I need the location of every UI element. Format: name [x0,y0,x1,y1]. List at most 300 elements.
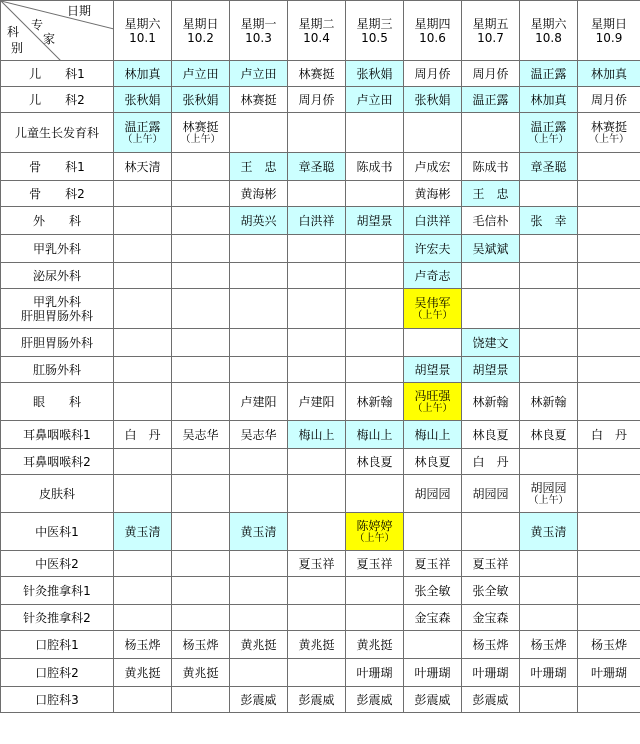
schedule-cell [520,263,578,289]
department-cell [1,289,114,329]
department-cell [1,113,114,153]
schedule-cell [346,153,404,181]
doctor-name: 张全敏 [414,583,451,598]
day-date: 10.7 [477,30,504,45]
day-header-cell [346,1,404,61]
doctor-name: 毛信朴 [472,213,509,228]
schedule-cell [404,289,462,329]
doctor-name: 许宏夫 [414,241,451,256]
schedule-cell [288,383,346,421]
table-row [1,687,640,713]
table-row [1,113,640,153]
schedule-cell [578,631,640,659]
doctor-name: 温正露 [472,92,509,107]
schedule-cell [172,577,230,605]
doctor-name: 张全敏 [472,583,509,598]
schedule-body [1,61,640,713]
schedule-cell [114,631,172,659]
schedule-cell [114,113,172,153]
schedule-cell [288,113,346,153]
schedule-cell [114,449,172,475]
department-name: 外 科 [32,213,81,228]
schedule-cell [230,475,288,513]
schedule-cell [520,329,578,357]
doctor-name: 吴志华 [240,427,277,442]
schedule-cell [462,551,520,577]
schedule-cell [346,357,404,383]
table-row [1,551,640,577]
doctor-name: 叶珊瑚 [590,665,627,680]
schedule-cell [462,475,520,513]
session-note: （上午） [412,402,453,414]
doctor-name: 陈婷婷 [356,518,393,533]
day-header-cell [404,1,462,61]
department-name: 肛肠外科 [32,362,81,377]
schedule-cell [114,357,172,383]
schedule-cell [520,605,578,631]
schedule-cell [172,383,230,421]
doctor-name: 杨玉烨 [590,637,627,652]
schedule-cell [404,551,462,577]
schedule-cell [230,659,288,687]
schedule-cell [230,631,288,659]
department-name: 骨 科2 [29,186,85,201]
schedule-cell [114,551,172,577]
schedule-cell [172,181,230,207]
schedule-cell [462,513,520,551]
doctor-name: 彭震威 [472,692,509,707]
schedule-cell [114,181,172,207]
session-note: （上午） [180,133,221,145]
doctor-name: 杨玉烨 [182,637,219,652]
schedule-cell [578,61,640,87]
schedule-cell [462,113,520,153]
schedule-cell [172,475,230,513]
department-cell [1,207,114,235]
doctor-name: 彭震威 [240,692,277,707]
schedule-cell [404,659,462,687]
doctor-name: 白 丹 [124,427,161,442]
schedule-cell [288,263,346,289]
department-name: 儿 科2 [29,92,85,107]
doctor-name: 卢建阳 [240,394,277,409]
doctor-name: 陈成书 [356,159,393,174]
doctor-name: 张 幸 [530,213,567,228]
schedule-cell [114,605,172,631]
doctor-name: 林赛挺 [298,66,335,81]
schedule-cell [172,551,230,577]
doctor-name: 卢立田 [182,66,219,81]
doctor-name: 吴伟军 [414,295,451,310]
doctor-name: 林加真 [530,92,567,107]
schedule-cell [520,449,578,475]
table-row [1,289,640,329]
schedule-cell [578,329,640,357]
doctor-name: 林新翰 [472,394,509,409]
schedule-cell [404,513,462,551]
doctor-name: 夏玉祥 [472,556,509,571]
department-name: 肝胆胃肠外科 [20,335,93,350]
department-cell [1,61,114,87]
schedule-cell [230,513,288,551]
doctor-name: 杨玉烨 [530,637,567,652]
doctor-name: 黄玉清 [530,524,567,539]
department-name: 皮肤科 [38,486,75,501]
schedule-cell [288,475,346,513]
doctor-name: 周月侨 [298,92,335,107]
department-cell [1,605,114,631]
doctor-name: 卢成宏 [414,159,451,174]
department-name: 耳鼻咽喉科1 [23,427,91,442]
schedule-cell [230,153,288,181]
schedule-cell [404,153,462,181]
department-cell [1,153,114,181]
doctor-name: 叶珊瑚 [472,665,509,680]
schedule-cell [462,357,520,383]
schedule-cell [230,87,288,113]
table-row [1,383,640,421]
schedule-cell [404,577,462,605]
doctor-name: 白洪祥 [298,213,335,228]
doctor-name: 彭震威 [356,692,393,707]
schedule-cell [520,289,578,329]
schedule-cell [346,289,404,329]
table-row [1,235,640,263]
doctor-name: 胡园园 [414,486,451,501]
day-weekday: 星期日 [590,16,627,31]
department-name: 耳鼻咽喉科2 [23,454,91,469]
corner-date-label: 日期 [67,4,92,18]
schedule-cell [462,631,520,659]
schedule-cell [288,181,346,207]
schedule-cell [520,513,578,551]
day-weekday: 星期三 [356,16,393,31]
day-date: 10.9 [595,30,623,45]
schedule-cell [346,181,404,207]
schedule-cell [404,631,462,659]
day-date: 10.3 [245,30,272,45]
schedule-cell [114,659,172,687]
schedule-cell [520,153,578,181]
department-name: 儿童生长发育科 [14,125,99,140]
doctor-name: 黄玉清 [124,524,161,539]
schedule-cell [288,449,346,475]
schedule-cell [288,577,346,605]
corner-dept-label-2: 别 [11,41,24,55]
department-name: 针灸推拿科1 [23,583,91,598]
schedule-cell [230,687,288,713]
schedule-cell [172,605,230,631]
schedule-cell [288,61,346,87]
doctor-name: 林赛挺 [182,119,219,134]
table-row [1,181,640,207]
schedule-cell [462,289,520,329]
doctor-name: 金宝森 [414,610,451,625]
department-name: 中医科1 [35,524,79,539]
schedule-cell [404,181,462,207]
doctor-name: 白 丹 [472,454,509,469]
doctor-name: 卢立田 [356,92,393,107]
schedule-cell [462,577,520,605]
department-name: 口腔科3 [35,692,79,707]
doctor-name: 黄玉清 [240,524,277,539]
doctor-name: 周月侨 [590,92,627,107]
schedule-cell [578,235,640,263]
schedule-cell [114,475,172,513]
schedule-cell [346,513,404,551]
table-row [1,475,640,513]
doctor-name: 叶珊瑚 [414,665,451,680]
schedule-cell [172,659,230,687]
schedule-cell [172,357,230,383]
schedule-cell [462,383,520,421]
doctor-name: 杨玉烨 [472,637,509,652]
table-row [1,153,640,181]
schedule-cell [462,181,520,207]
doctor-name: 卢建阳 [298,394,335,409]
schedule-cell [288,329,346,357]
schedule-cell [404,383,462,421]
schedule-cell [114,513,172,551]
department-cell [1,421,114,449]
schedule-cell [230,207,288,235]
department-cell [1,383,114,421]
doctor-name: 林天清 [124,159,161,174]
schedule-cell [230,329,288,357]
doctor-name: 周月侨 [414,66,451,81]
schedule-cell [288,153,346,181]
day-date: 10.2 [187,30,214,45]
schedule-cell [462,449,520,475]
doctor-name: 黄海彬 [414,186,451,201]
schedule-cell [346,687,404,713]
department-name: 中医科2 [35,556,79,571]
schedule-cell [346,329,404,357]
schedule-cell [288,207,346,235]
department-name: 骨 科1 [29,159,85,174]
table-row [1,87,640,113]
corner-header-cell [1,1,114,61]
schedule-cell [288,687,346,713]
schedule-cell [172,631,230,659]
schedule-cell [288,357,346,383]
schedule-cell [520,687,578,713]
schedule-cell [346,113,404,153]
department-name: 针灸推拿科2 [23,610,91,625]
schedule-cell [288,87,346,113]
day-date: 10.4 [303,30,330,45]
doctor-name: 王 忠 [472,186,509,201]
schedule-cell [230,289,288,329]
day-weekday: 星期四 [414,16,451,31]
doctor-name: 黄兆挺 [240,637,277,652]
session-note: （上午） [412,309,453,321]
day-date: 10.6 [419,30,446,45]
doctor-name: 梅山上 [414,427,451,442]
schedule-cell [404,475,462,513]
schedule-cell [230,421,288,449]
session-note: （上午） [354,532,395,544]
doctor-name: 白 丹 [590,427,627,442]
table-row [1,659,640,687]
schedule-cell [114,61,172,87]
schedule-cell [288,551,346,577]
department-cell [1,577,114,605]
doctor-name: 林良夏 [530,427,567,442]
schedule-cell [578,153,640,181]
schedule-cell [578,181,640,207]
schedule-cell [462,329,520,357]
table-row [1,513,640,551]
schedule-cell [114,263,172,289]
schedule-cell [404,263,462,289]
doctor-name: 张秋娟 [356,66,393,81]
schedule-cell [578,207,640,235]
schedule-cell [172,329,230,357]
doctor-name: 黄兆挺 [124,665,161,680]
schedule-cell [346,605,404,631]
schedule-cell [462,235,520,263]
day-header-cell [462,1,520,61]
table-row [1,449,640,475]
schedule-cell [230,113,288,153]
schedule-cell [172,421,230,449]
table-row [1,263,640,289]
schedule-cell [520,659,578,687]
schedule-cell [520,475,578,513]
table-row [1,631,640,659]
doctor-name: 胡望景 [356,213,393,228]
schedule-cell [114,421,172,449]
department-name: 甲乳外科 [32,241,81,256]
schedule-cell [230,263,288,289]
schedule-cell [172,153,230,181]
doctor-name: 吴志华 [182,427,219,442]
schedule-cell [230,61,288,87]
schedule-cell [520,577,578,605]
schedule-cell [346,475,404,513]
doctor-name: 夏玉祥 [356,556,393,571]
schedule-cell [346,235,404,263]
schedule-cell [346,449,404,475]
schedule-cell [520,61,578,87]
schedule-cell [404,687,462,713]
day-weekday: 星期二 [298,16,335,31]
table-row [1,329,640,357]
schedule-cell [520,207,578,235]
schedule-cell [404,207,462,235]
department-name: 口腔科2 [35,665,79,680]
schedule-cell [346,577,404,605]
session-note: （上午） [528,494,569,506]
department-cell [1,551,114,577]
header-row [1,1,640,61]
session-note: （上午） [589,133,629,145]
schedule-cell [172,61,230,87]
department-cell [1,687,114,713]
schedule-cell [520,181,578,207]
schedule-cell [578,475,640,513]
doctor-name: 章圣聪 [298,159,335,174]
department-name: 眼 科 [32,394,81,409]
table-row [1,605,640,631]
doctor-name: 林新翰 [530,394,567,409]
schedule-cell [172,687,230,713]
doctor-name: 林新翰 [356,394,393,409]
doctor-name: 温正露 [530,119,567,134]
doctor-name: 林赛挺 [240,92,277,107]
day-header-cell [288,1,346,61]
doctor-name: 叶珊瑚 [530,665,567,680]
department-cell [1,357,114,383]
doctor-name: 夏玉祥 [298,556,335,571]
schedule-cell [520,551,578,577]
schedule-cell [404,449,462,475]
schedule-cell [520,357,578,383]
table-row [1,421,640,449]
schedule-cell [462,263,520,289]
department-cell [1,235,114,263]
schedule-cell [520,383,578,421]
schedule-cell [520,87,578,113]
schedule-cell [462,687,520,713]
doctor-name: 冯旺强 [414,388,451,403]
schedule-cell [520,113,578,153]
department-cell [1,631,114,659]
schedule-cell [172,207,230,235]
doctor-name: 胡望景 [472,362,509,377]
schedule-cell [578,449,640,475]
schedule-cell [578,87,640,113]
schedule-cell [114,87,172,113]
schedule-cell [288,631,346,659]
doctor-name: 黄兆挺 [356,637,393,652]
schedule-cell [346,421,404,449]
doctor-name: 白洪祥 [414,213,451,228]
schedule-cell [520,631,578,659]
department-cell [1,329,114,357]
schedule-cell [578,289,640,329]
doctor-name: 彭震威 [414,692,451,707]
doctor-name: 饶建文 [472,335,509,350]
schedule-cell [462,605,520,631]
schedule-cell [578,421,640,449]
schedule-cell [578,687,640,713]
day-weekday: 星期六 [530,16,567,31]
doctor-name: 林良夏 [472,427,509,442]
schedule-cell [346,61,404,87]
corner-dept-label-1: 科 [7,25,20,39]
day-weekday: 星期五 [472,16,509,31]
doctor-name: 林加真 [590,66,627,81]
schedule-cell [578,551,640,577]
schedule-cell [230,235,288,263]
department-cell [1,475,114,513]
schedule-cell [288,605,346,631]
schedule-cell [288,235,346,263]
schedule-cell [172,289,230,329]
doctor-name: 卢奇志 [414,268,451,283]
schedule-cell [172,113,230,153]
schedule-cell [230,449,288,475]
doctor-name: 林加真 [124,66,161,81]
schedule-cell [230,551,288,577]
schedule-cell [114,383,172,421]
schedule-cell [578,383,640,421]
department-cell [1,449,114,475]
schedule-cell [230,357,288,383]
department-cell [1,87,114,113]
